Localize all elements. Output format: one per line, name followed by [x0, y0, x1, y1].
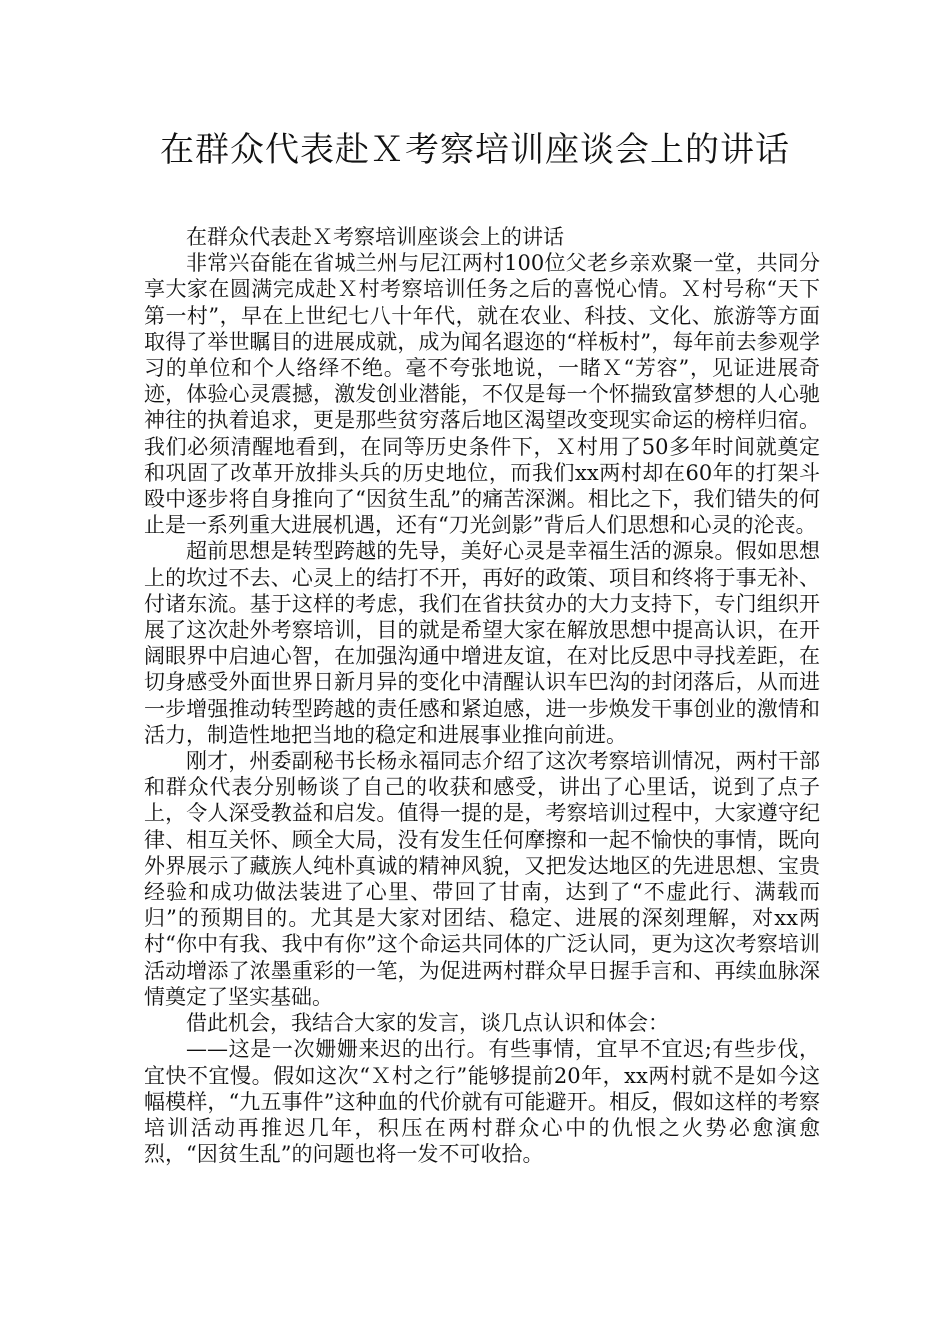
paragraph: 非常兴奋能在省城兰州与尼江两村100位父老乡亲欢聚一堂，共同分享大家在圆满完成赴Ｘ村考察培训任务之后的喜悦心情。Ｘ村号称“天下第一村”，早在上世纪七八十年代，就在农业、科技、文化、旅游等方面取得了举世瞩目的进展成就，成为闻名遐迩的“样板村”，每年前去参观学习的单位和个人络绎不绝。毫不夸张地说，一睹Ｘ“芳容”，见证进展奇迹，体验心灵震撼，激发创业潜能，不仅是每一个怀揣致富梦想的人心驰神往的执着追求，更是那些贫穷落后地区渴望改变现实命运的榜样归宿。我们必须清醒地看到，在同等历史条件下，Ｘ村用了50多年时间就奠定和巩固了改革开放排头兵的历史地位，而我们xx两村却在60年的打架斗殴中逐步将自身推向了“因贫生乱”的痛苦深渊。相比之下，我们错失的何止是一系列重大进展机遇，还有“刀光剑影”背后人们思想和心灵的沦丧。 [144, 251, 820, 538]
paragraph: ——这是一次姗姗来迟的出行。有些事情，宜早不宜迟;有些步伐，宜快不宜慢。假如这次“Ｘ村之行”能够提前20年，xx两村就不是如今这幅模样，“九五事件”这种血的代价就有可能避开。相反，假如这样的考察培训活动再推迟几年，积压在两村群众心中的仇恨之火势必愈演愈烈，“因贫生乱”的问题也将一发不可收拾。 [144, 1037, 820, 1167]
document-title: 在群众代表赴Ｘ考察培训座谈会上的讲话 [160, 130, 790, 170]
paragraph: 刚才，州委副秘书长杨永福同志介绍了这次考察培训情况，两村干部和群众代表分别畅谈了自己的收获和感受，讲出了心里话，说到了点子上，令人深受教益和启发。值得一提的是，考察培训过程中，大家遵守纪律、相互关怀、顾全大局，没有发生任何摩擦和一起不愉快的事情，既向外界展示了藏族人纯朴真诚的精神风貌，又把发达地区的先进思想、宝贵经验和成功做法装进了心里、带回了甘南，达到了“不虚此行、满载而归”的预期目的。尤其是大家对团结、稳定、进展的深刻理解，对xx两村“你中有我、我中有你”这个命运共同体的广泛认同，更为这次考察培训活动增添了浓墨重彩的一笔，为促进两村群众早日握手言和、再续血脉深情奠定了坚实基础。 [144, 749, 820, 1009]
paragraph-heading-repeat: 在群众代表赴Ｘ考察培训座谈会上的讲话 [186, 225, 564, 249]
document-body [144, 224, 820, 1167]
paragraph: 借此机会，我结合大家的发言，谈几点认识和体会： [186, 1011, 669, 1036]
paragraph: 超前思想是转型跨越的先导，美好心灵是幸福生活的源泉。假如思想上的坎过不去、心灵上的结打不开，再好的政策、项目和终将于事无补、付诸东流。基于这样的考虑，我们在省扶贫办的大力支持下，专门组织开展了这次赴外考察培训，目的就是希望大家在解放思想中提高认识，在开阔眼界中启迪心智，在加强沟通中增进友谊，在对比反思中寻找差距，在切身感受外面世界日新月异的变化中清醒认识车巴沟的封闭落后，从而进一步增强推动转型跨越的责任感和紧迫感，进一步焕发干事创业的激情和活力，制造性地把当地的稳定和进展事业推向前进。 [144, 539, 820, 747]
